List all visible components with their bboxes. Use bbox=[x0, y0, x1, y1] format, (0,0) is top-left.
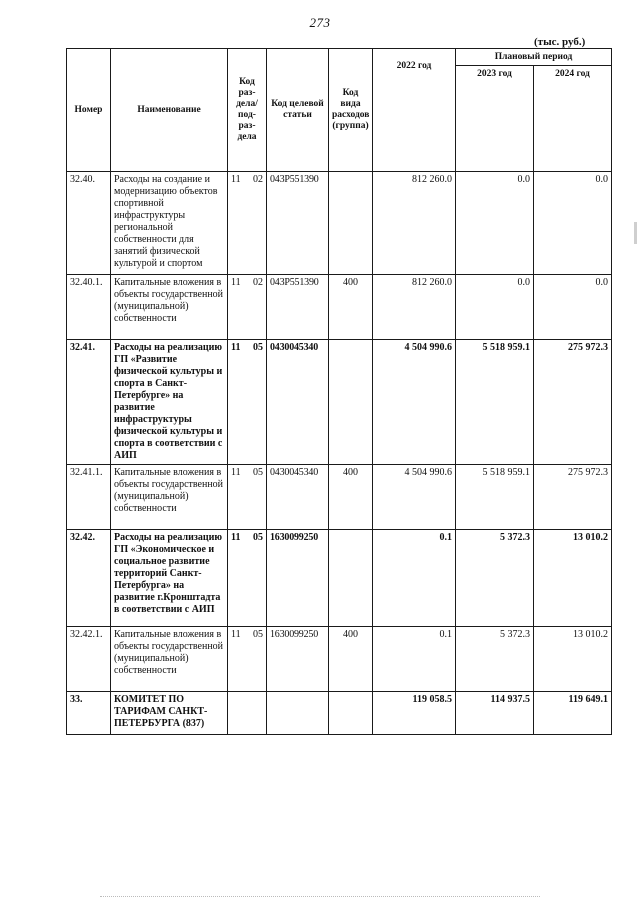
row-value-2023: 5 518 959.1 bbox=[456, 465, 534, 530]
row-value-2023: 0.0 bbox=[456, 275, 534, 340]
table-row bbox=[67, 340, 612, 465]
header-year-2024: 2024 год bbox=[534, 66, 612, 172]
page-number: 273 bbox=[309, 15, 331, 30]
row-expense-kind bbox=[329, 530, 373, 627]
header-target: Код целевой статьи bbox=[267, 49, 329, 172]
section-code: 11 bbox=[231, 532, 241, 543]
row-section-code bbox=[228, 465, 267, 530]
row-number: 32.41.1. bbox=[67, 465, 111, 530]
row-value-2024: 0.0 bbox=[534, 172, 612, 275]
row-value-2022: 0.1 bbox=[373, 530, 456, 627]
row-value-2023: 5 372.3 bbox=[456, 530, 534, 627]
subsection-code: 05 bbox=[253, 467, 263, 478]
header-kind: Код вида расходов (группа) bbox=[329, 49, 373, 172]
row-section-code bbox=[228, 692, 267, 735]
row-target-code: 043P551390 bbox=[267, 172, 329, 275]
row-expense-kind: 400 bbox=[329, 627, 373, 692]
row-value-2023: 114 937.5 bbox=[456, 692, 534, 735]
row-value-2022: 4 504 990.6 bbox=[373, 340, 456, 465]
row-target-code: 1630099250 bbox=[267, 530, 329, 627]
header-number: Номер bbox=[67, 49, 111, 172]
row-value-2024: 13 010.2 bbox=[534, 627, 612, 692]
section-code: 11 bbox=[231, 277, 241, 288]
row-name: Капитальные вложения в объекты государственной (муниципальной) собственности bbox=[111, 627, 228, 692]
row-target-code: 043P551390 bbox=[267, 275, 329, 340]
row-value-2024: 119 649.1 bbox=[534, 692, 612, 735]
subsection-code: 05 bbox=[253, 342, 263, 353]
row-value-2024: 0.0 bbox=[534, 275, 612, 340]
row-section-code bbox=[228, 275, 267, 340]
row-expense-kind bbox=[329, 172, 373, 275]
header-name: Наименование bbox=[111, 49, 228, 172]
row-value-2024: 13 010.2 bbox=[534, 530, 612, 627]
header-year-2022: 2022 год bbox=[373, 49, 456, 172]
section-code: 11 bbox=[231, 467, 241, 478]
row-number: 32.41. bbox=[67, 340, 111, 465]
table-row bbox=[67, 530, 612, 627]
row-value-2022: 119 058.5 bbox=[373, 692, 456, 735]
row-target-code: 0430045340 bbox=[267, 340, 329, 465]
row-section-code bbox=[228, 627, 267, 692]
subsection-code: 05 bbox=[253, 532, 263, 543]
row-number: 32.42. bbox=[67, 530, 111, 627]
table-row bbox=[67, 275, 612, 340]
row-expense-kind: 400 bbox=[329, 275, 373, 340]
row-value-2024: 275 972.3 bbox=[534, 465, 612, 530]
section-code: 11 bbox=[231, 342, 241, 353]
row-value-2022: 0.1 bbox=[373, 627, 456, 692]
row-value-2022: 4 504 990.6 bbox=[373, 465, 456, 530]
row-expense-kind bbox=[329, 692, 373, 735]
row-expense-kind bbox=[329, 340, 373, 465]
table-row bbox=[67, 692, 612, 735]
row-name: Капитальные вложения в объекты государственной (муниципальной) собственности bbox=[111, 275, 228, 340]
row-target-code bbox=[267, 692, 329, 735]
row-target-code: 1630099250 bbox=[267, 627, 329, 692]
table-row bbox=[67, 627, 612, 692]
row-name: Расходы на реализацию ГП «Развитие физической культуры и спорта в Санкт-Петербурге» на развитие инфраструктуры физической культуры и спорта в соответствии с АИП bbox=[111, 340, 228, 465]
row-value-2022: 812 260.0 bbox=[373, 275, 456, 340]
row-name: КОМИТЕТ ПО ТАРИФАМ САНКТ-ПЕТЕРБУРГА (837) bbox=[111, 692, 228, 735]
row-number: 32.42.1. bbox=[67, 627, 111, 692]
header-planned: Плановый период bbox=[456, 49, 612, 66]
row-target-code: 0430045340 bbox=[267, 465, 329, 530]
subsection-code: 02 bbox=[253, 277, 263, 288]
table-row bbox=[67, 465, 612, 530]
row-value-2024: 275 972.3 bbox=[534, 340, 612, 465]
row-name: Расходы на создание и модернизацию объектов спортивной инфраструктуры региональной собственности для занятий физической культурой и спортом bbox=[111, 172, 228, 275]
section-code: 11 bbox=[231, 174, 241, 185]
row-section-code bbox=[228, 340, 267, 465]
header-section: Код раз-дела/ под-раз-дела bbox=[228, 49, 267, 172]
row-value-2023: 0.0 bbox=[456, 172, 534, 275]
subsection-code: 05 bbox=[253, 629, 263, 640]
footer-dots bbox=[100, 896, 540, 899]
section-code: 11 bbox=[231, 629, 241, 640]
row-number: 32.40. bbox=[67, 172, 111, 275]
subsection-code: 02 bbox=[253, 174, 263, 185]
scan-mark bbox=[634, 222, 637, 244]
table-body bbox=[67, 172, 612, 735]
budget-table bbox=[66, 48, 612, 735]
row-name: Капитальные вложения в объекты государственной (муниципальной) собственности bbox=[111, 465, 228, 530]
row-section-code bbox=[228, 172, 267, 275]
row-section-code bbox=[228, 530, 267, 627]
table-row bbox=[67, 172, 612, 275]
row-name: Расходы на реализацию ГП «Экономическое и социальное развитие территорий Санкт-Петербурга» на развитие г.Кронштадта в соответствии с АИП bbox=[111, 530, 228, 627]
row-expense-kind: 400 bbox=[329, 465, 373, 530]
row-value-2023: 5 372.3 bbox=[456, 627, 534, 692]
header-year-2023: 2023 год bbox=[456, 66, 534, 172]
units-label: (тыс. руб.) bbox=[534, 36, 586, 48]
row-value-2022: 812 260.0 bbox=[373, 172, 456, 275]
row-number: 33. bbox=[67, 692, 111, 735]
row-value-2023: 5 518 959.1 bbox=[456, 340, 534, 465]
row-number: 32.40.1. bbox=[67, 275, 111, 340]
